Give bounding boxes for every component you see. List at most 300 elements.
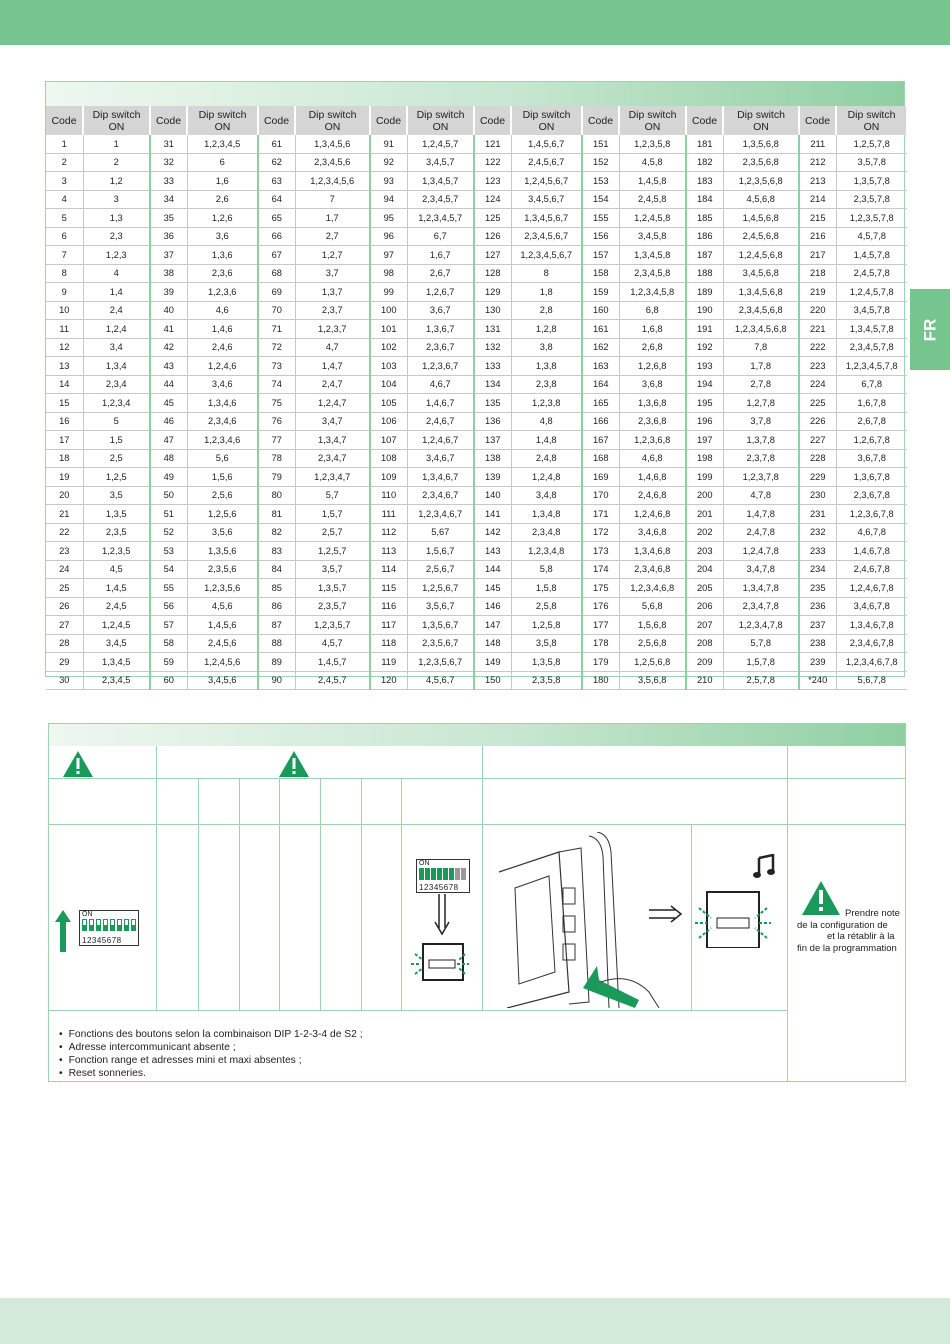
code-cell: 3 — [46, 172, 83, 191]
code-cell: 70 — [258, 301, 295, 320]
code-cell: 91 — [370, 135, 407, 153]
list-item: • Reset sonneries. — [59, 1067, 363, 1080]
grid-line — [279, 778, 280, 1010]
dip-switch-cell: 3,7,8 — [723, 412, 799, 431]
dip-switch-cell: 3,4,6,7,8 — [836, 597, 907, 616]
dip-switch-cell: 1,3,6,8 — [619, 394, 686, 413]
column-header-code: Code — [46, 106, 83, 135]
grid-line — [401, 778, 402, 1010]
dip-switch-cell: 3,4,7,8 — [723, 560, 799, 579]
dip-switch-cell: 4,6,7 — [407, 375, 474, 394]
dip-switch-cell: 1,2,6,7 — [407, 283, 474, 302]
dip-switch-cell: 2,3,4,6,7 — [407, 486, 474, 505]
dip-switch-cell: 2,3,4,5,8 — [619, 264, 686, 283]
dip-switch-cell: 2,4,6,7,8 — [836, 560, 907, 579]
dip-switch-cell: 3,4,6 — [187, 375, 258, 394]
dip-switch-cell: 2,3,5 — [83, 523, 150, 542]
dip-switch-cell: 1,2,5,6,7 — [407, 579, 474, 598]
dip-switch-cell: 4,5,8 — [619, 153, 686, 172]
dip-switch-cell: 1,2,4 — [83, 320, 150, 339]
code-cell: 9 — [46, 283, 83, 302]
dip-on-label: ON — [82, 911, 93, 918]
code-cell: 12 — [46, 338, 83, 357]
code-cell: 83 — [258, 542, 295, 561]
code-cell: 44 — [150, 375, 187, 394]
dip-switch-cell: 1,2,4,5,8 — [619, 209, 686, 228]
code-cell: 187 — [686, 246, 723, 265]
music-note-icon — [753, 854, 777, 880]
column-header-code: Code — [582, 106, 619, 135]
code-cell: 17 — [46, 431, 83, 450]
dip-switch-cell: 1,3,6 — [187, 246, 258, 265]
code-cell: 227 — [799, 431, 836, 450]
code-cell: 128 — [474, 264, 511, 283]
dip-switch-cell: 1,2,7,8 — [723, 394, 799, 413]
code-cell: 167 — [582, 431, 619, 450]
code-cell: 71 — [258, 320, 295, 339]
code-cell: 100 — [370, 301, 407, 320]
dip-switch-cell: 1,3,4,5,6,7 — [511, 209, 582, 228]
dip-switch-cell: 1,2,3,4,5 — [187, 135, 258, 153]
code-cell: 143 — [474, 542, 511, 561]
code-cell: 231 — [799, 505, 836, 524]
dip-switch-cell: 1,2,3,6,7 — [407, 357, 474, 376]
dip-switch-cell: 7,8 — [723, 338, 799, 357]
code-cell: 202 — [686, 523, 723, 542]
code-cell: 178 — [582, 634, 619, 653]
code-cell: 35 — [150, 209, 187, 228]
code-cell: 218 — [799, 264, 836, 283]
code-cell: 236 — [799, 597, 836, 616]
dip-switch-cell: 1,2,3,5,7,8 — [836, 209, 907, 228]
table-row — [46, 449, 907, 468]
code-cell: 161 — [582, 320, 619, 339]
code-cell: 103 — [370, 357, 407, 376]
table-row — [46, 283, 907, 302]
dip-switch-cell: 2,5,7,8 — [723, 671, 799, 690]
code-cell: 28 — [46, 634, 83, 653]
dip-switch-cell: 3,6 — [187, 227, 258, 246]
dip-switch-cell: 3,4,6,7 — [407, 449, 474, 468]
code-cell: 4 — [46, 190, 83, 209]
code-cell: 206 — [686, 597, 723, 616]
code-table-section — [45, 81, 905, 686]
code-cell: 211 — [799, 135, 836, 153]
dip-switch-cell: 4,5,6,8 — [723, 190, 799, 209]
dip-switch-cell: 1,2,4,5 — [83, 616, 150, 635]
code-cell: 215 — [799, 209, 836, 228]
dip-switch-cell: 1,3,5,6 — [187, 542, 258, 561]
code-cell: 166 — [582, 412, 619, 431]
code-cell: 67 — [258, 246, 295, 265]
code-cell: 138 — [474, 449, 511, 468]
code-cell: 94 — [370, 190, 407, 209]
note-line: de la configuration de — [797, 920, 888, 931]
code-cell: 209 — [686, 653, 723, 672]
dip-switch-cell: 2,7 — [295, 227, 370, 246]
code-cell: 52 — [150, 523, 187, 542]
dip-switch-cell: 1,2,3,4,6,7 — [407, 505, 474, 524]
code-cell: 95 — [370, 209, 407, 228]
dip-switch-cell: 2,6,7 — [407, 264, 474, 283]
dip-switch-cell: 1,2,3,4,5,6 — [295, 172, 370, 191]
code-cell: 230 — [799, 486, 836, 505]
dip-switch-cell: 2,3,4 — [83, 375, 150, 394]
dip-switch-cell: 2,4,5,7,8 — [836, 264, 907, 283]
dip-switch-cell: 2,3,7 — [295, 301, 370, 320]
dip-switch-cell: 3,5,6 — [187, 523, 258, 542]
code-cell: 5 — [46, 209, 83, 228]
dip-switch-cell: 2,3,4,5,6 — [295, 153, 370, 172]
dip-switch-cell: 1,3,6,7,8 — [836, 468, 907, 487]
dip-switch-cell: 4,7 — [295, 338, 370, 357]
column-header-dip-switch: Dip switch ON — [187, 106, 258, 135]
dip-switch-cell: 2,5 — [83, 449, 150, 468]
dip-switch-cell: 2,3,6,7,8 — [836, 486, 907, 505]
dip-switch-cell: 5,8 — [511, 560, 582, 579]
code-cell: 34 — [150, 190, 187, 209]
code-cell: 152 — [582, 153, 619, 172]
code-cell: 106 — [370, 412, 407, 431]
dip-switch-cell: 3,5,8 — [511, 634, 582, 653]
code-cell: 224 — [799, 375, 836, 394]
code-cell: 13 — [46, 357, 83, 376]
grid-line — [691, 824, 692, 1010]
dip-switch-cell: 1,6,7,8 — [836, 394, 907, 413]
dip-switch-cell: 1,2,4,7 — [295, 394, 370, 413]
dip-switch-cell: 3,6,7,8 — [836, 449, 907, 468]
dip-switch-cell: 1,2,3,4,7,8 — [723, 616, 799, 635]
feature-list — [59, 1028, 363, 1080]
dip-switch-cell: 3,4,5 — [83, 634, 150, 653]
dip-switch-cell: 4,7,8 — [723, 486, 799, 505]
top-banner — [0, 0, 950, 45]
dip-switch-cell: 2,6 — [187, 190, 258, 209]
code-cell: 179 — [582, 653, 619, 672]
dip-switch-cell: 1,2,3,4,5,8 — [619, 283, 686, 302]
code-cell: 239 — [799, 653, 836, 672]
code-cell: 127 — [474, 246, 511, 265]
dip-switch-cell: 1,3,4,6,7 — [407, 468, 474, 487]
dip-switch-cell: 6 — [187, 153, 258, 172]
code-cell: 169 — [582, 468, 619, 487]
dip-switch-cell: 2,4,5,8 — [619, 190, 686, 209]
column-header-code: Code — [370, 106, 407, 135]
dip-switch-cell: 1,2,3,6,7,8 — [836, 505, 907, 524]
dip-switch-cell: 3,6,8 — [619, 375, 686, 394]
dip-switch-cell: 1,2,3,4,5,6,8 — [723, 320, 799, 339]
dip-switch-cell: 3,4,8 — [511, 486, 582, 505]
code-cell: 116 — [370, 597, 407, 616]
dip-switch-cell: 1,2,3,7 — [295, 320, 370, 339]
dip-switch-s2 — [79, 910, 139, 946]
code-cell: 176 — [582, 597, 619, 616]
code-cell: 118 — [370, 634, 407, 653]
dip-switch-cell: 1,2,4,7,8 — [723, 542, 799, 561]
grid-line — [787, 746, 788, 1082]
code-cell: 69 — [258, 283, 295, 302]
dip-switch-cell: 1,3,4,5,6 — [295, 135, 370, 153]
language-tab-label: FR — [919, 318, 939, 341]
code-cell: 154 — [582, 190, 619, 209]
dip-switch-cell: 1,2,4,6,7,8 — [836, 579, 907, 598]
table-row — [46, 523, 907, 542]
dip-switch-cell: 1,2,3,4,6 — [187, 431, 258, 450]
grid-line — [482, 746, 483, 1010]
code-cell: 183 — [686, 172, 723, 191]
dip-switch-cell: 1,5,6,7 — [407, 542, 474, 561]
code-cell: 10 — [46, 301, 83, 320]
code-cell: 54 — [150, 560, 187, 579]
table-row — [46, 320, 907, 339]
code-cell: 133 — [474, 357, 511, 376]
dip-switch-cell: 2,3,4,5,6,7 — [511, 227, 582, 246]
column-header-dip-switch: Dip switch ON — [619, 106, 686, 135]
dip-switch-cell: 1,2,4,8 — [511, 468, 582, 487]
warning-icon — [278, 750, 310, 778]
code-cell: 145 — [474, 579, 511, 598]
dip-switch-cell: 2,5,8 — [511, 597, 582, 616]
code-cell: 73 — [258, 357, 295, 376]
dip-switch-cell: 1,7 — [295, 209, 370, 228]
code-cell: 123 — [474, 172, 511, 191]
arrow-up-icon — [55, 910, 71, 952]
dip-switch-cell: 2,4,7,8 — [723, 523, 799, 542]
code-cell: 48 — [150, 449, 187, 468]
dip-switch-cell: 1,5 — [83, 431, 150, 450]
code-cell: 142 — [474, 523, 511, 542]
code-cell: 137 — [474, 431, 511, 450]
dip-switch-cell: 3 — [83, 190, 150, 209]
code-cell: 192 — [686, 338, 723, 357]
dip-numbers: 12345678 — [82, 936, 122, 945]
dip-switch-cell: 2,3,8 — [511, 375, 582, 394]
code-cell: 87 — [258, 616, 295, 635]
code-cell: 96 — [370, 227, 407, 246]
code-cell: 98 — [370, 264, 407, 283]
code-cell: 74 — [258, 375, 295, 394]
dip-switch-cell: 3,6,7 — [407, 301, 474, 320]
dip-switch-cell: 2,3,4,8 — [511, 523, 582, 542]
dip-switch-cell: 1,3,4,5 — [83, 653, 150, 672]
table-row — [46, 394, 907, 413]
dip-switch-cell: 1,2,5,6 — [187, 505, 258, 524]
code-cell: 148 — [474, 634, 511, 653]
code-cell: 164 — [582, 375, 619, 394]
code-cell: 140 — [474, 486, 511, 505]
code-cell: 190 — [686, 301, 723, 320]
dip-switch-cell: 3,5,6,7 — [407, 597, 474, 616]
dip-switch-cell: 1,2,3,8 — [511, 394, 582, 413]
code-cell: 147 — [474, 616, 511, 635]
dip-switch-cell: 1,2,6,8 — [619, 357, 686, 376]
dip-switch-cell: 1,2,3,5,6 — [187, 579, 258, 598]
dip-switch-cell: 5 — [83, 412, 150, 431]
table-row — [46, 468, 907, 487]
code-cell: 45 — [150, 394, 187, 413]
dip-switch-cell: 1,2,4,5,6,7 — [511, 172, 582, 191]
code-cell: 221 — [799, 320, 836, 339]
dip-switch-cell: 1,2,3,5,6,8 — [723, 172, 799, 191]
code-cell: 199 — [686, 468, 723, 487]
grid-line — [361, 778, 362, 1010]
column-header-dip-switch: Dip switch ON — [723, 106, 799, 135]
code-cell: 111 — [370, 505, 407, 524]
code-cell: 104 — [370, 375, 407, 394]
column-header-dip-switch: Dip switch ON — [511, 106, 582, 135]
dip-switch-cell: 1,3,4,5,6,8 — [723, 283, 799, 302]
dip-switch-cell: 4,8 — [511, 412, 582, 431]
table-row — [46, 505, 907, 524]
dip-switch-cell: 1,2 — [83, 172, 150, 191]
dip-switch-cell: 3,5,7,8 — [836, 153, 907, 172]
code-cell: 59 — [150, 653, 187, 672]
dip-switch-cell: 4,6,8 — [619, 449, 686, 468]
dip-switch-cell: 1,2,5,8 — [511, 616, 582, 635]
code-cell: 57 — [150, 616, 187, 635]
blinking-display-icon — [695, 888, 771, 948]
dip-switch-cell: 3,4,6,8 — [619, 523, 686, 542]
table-row — [46, 227, 907, 246]
code-cell: 213 — [799, 172, 836, 191]
code-cell: 33 — [150, 172, 187, 191]
code-cell: 86 — [258, 597, 295, 616]
table-row — [46, 301, 907, 320]
code-cell: 226 — [799, 412, 836, 431]
dip-switch-cell: 1,3,5,6,7 — [407, 616, 474, 635]
dip-switch-cell: 2,3,5,6,7 — [407, 634, 474, 653]
code-table — [46, 106, 908, 690]
dip-switch-cell: 2,3,6 — [187, 264, 258, 283]
code-cell: 50 — [150, 486, 187, 505]
table-row — [46, 542, 907, 561]
code-cell: 23 — [46, 542, 83, 561]
code-cell: 201 — [686, 505, 723, 524]
dip-switch-cell: 1,2,8 — [511, 320, 582, 339]
grid-line — [198, 778, 199, 1010]
code-cell: 155 — [582, 209, 619, 228]
language-tab-fr[interactable] — [910, 289, 950, 370]
dip-switch-cell: 6,7,8 — [836, 375, 907, 394]
dip-switch-cell: 1,2,3,5 — [83, 542, 150, 561]
code-cell: 15 — [46, 394, 83, 413]
code-cell: 77 — [258, 431, 295, 450]
code-cell: 26 — [46, 597, 83, 616]
code-cell: 126 — [474, 227, 511, 246]
dip-switch-cell: 1,4,6,8 — [619, 468, 686, 487]
dip-switch-cell: 1,2,3,6 — [187, 283, 258, 302]
code-cell: 151 — [582, 135, 619, 153]
code-cell: 191 — [686, 320, 723, 339]
code-cell: 39 — [150, 283, 187, 302]
code-cell: 80 — [258, 486, 295, 505]
grid-line — [49, 824, 905, 825]
dip-switch-cell: 1,5,6,8 — [619, 616, 686, 635]
column-header-code: Code — [150, 106, 187, 135]
dip-switch-cell: 1,3,4,5,7,8 — [836, 320, 907, 339]
dip-switch-cell: 2,4,8 — [511, 449, 582, 468]
dip-switch-cell: 1,3,4,5,7 — [407, 172, 474, 191]
code-cell: 117 — [370, 616, 407, 635]
code-cell: 237 — [799, 616, 836, 635]
code-cell: 25 — [46, 579, 83, 598]
note-line: fin de la programmation — [797, 943, 897, 954]
code-cell: 65 — [258, 209, 295, 228]
dip-switch-cell: 1,2,3,4,5,7,8 — [836, 357, 907, 376]
dip-switch-cell: 1,4,7,8 — [723, 505, 799, 524]
dip-switch-cell: 1,2,3 — [83, 246, 150, 265]
table-row — [46, 412, 907, 431]
code-cell: 149 — [474, 653, 511, 672]
code-cell: 99 — [370, 283, 407, 302]
dip-switch-cell: 3,4,5,7 — [407, 153, 474, 172]
code-cell: 66 — [258, 227, 295, 246]
dip-switch-cell: 2,8 — [511, 301, 582, 320]
code-cell: 232 — [799, 523, 836, 542]
code-cell: 85 — [258, 579, 295, 598]
dip-switch-cell: 1,5,6 — [187, 468, 258, 487]
code-cell: 27 — [46, 616, 83, 635]
code-cell: 46 — [150, 412, 187, 431]
dip-switch-cell: 1,3,5,7,8 — [836, 172, 907, 191]
dip-switch-cell: 1,4,6,7 — [407, 394, 474, 413]
dip-switch-cell: 1,2,5,7,8 — [836, 135, 907, 153]
dip-switch-cell: 2,3,7,8 — [723, 449, 799, 468]
table-row — [46, 671, 907, 690]
dip-switch-cell: 1,2,6,7,8 — [836, 431, 907, 450]
dip-switch-cell: 1,3,7 — [295, 283, 370, 302]
code-cell: 174 — [582, 560, 619, 579]
code-cell: 76 — [258, 412, 295, 431]
code-cell: 101 — [370, 320, 407, 339]
column-header-code: Code — [258, 106, 295, 135]
code-cell: 135 — [474, 394, 511, 413]
dip-switch-cell: 1,3,4,6,8 — [619, 542, 686, 561]
code-cell: 162 — [582, 338, 619, 357]
table-row — [46, 431, 907, 450]
dip-switch-cell: 3,4,7 — [295, 412, 370, 431]
code-cell: 185 — [686, 209, 723, 228]
dip-switch-cell: 2,4,5,7 — [295, 671, 370, 690]
dip-switch-cell: 4,5,6 — [187, 597, 258, 616]
dip-switch-cell: 1,4,5,6,8 — [723, 209, 799, 228]
code-cell: 184 — [686, 190, 723, 209]
dip-switch-cell: 4,5,7 — [295, 634, 370, 653]
warning-icon — [62, 750, 94, 778]
dip-switch-cell: 1,2,4,5,6,8 — [723, 246, 799, 265]
table-row — [46, 172, 907, 191]
code-cell: 120 — [370, 671, 407, 690]
column-header-dip-switch: Dip switch ON — [407, 106, 474, 135]
dip-switch-cell: 2,6,7,8 — [836, 412, 907, 431]
dip-switch-cell: 2 — [83, 153, 150, 172]
code-cell: 30 — [46, 671, 83, 690]
code-cell: 31 — [150, 135, 187, 153]
code-cell: 131 — [474, 320, 511, 339]
code-cell: 93 — [370, 172, 407, 191]
dip-switch-cell: 1,4,7 — [295, 357, 370, 376]
dip-switch-cell: 4 — [83, 264, 150, 283]
dip-switch-cell: 2,3,5,6,8 — [723, 153, 799, 172]
code-cell: 36 — [150, 227, 187, 246]
dip-switch-cell: 1,2,3,6,8 — [619, 431, 686, 450]
dip-switch-cell: 1,3,4,5,8 — [619, 246, 686, 265]
dip-switch-cell: 1,4,6,7,8 — [836, 542, 907, 561]
code-cell: 168 — [582, 449, 619, 468]
code-cell: 88 — [258, 634, 295, 653]
column-header-dip-switch: Dip switch ON — [83, 106, 150, 135]
code-cell: *240 — [799, 671, 836, 690]
